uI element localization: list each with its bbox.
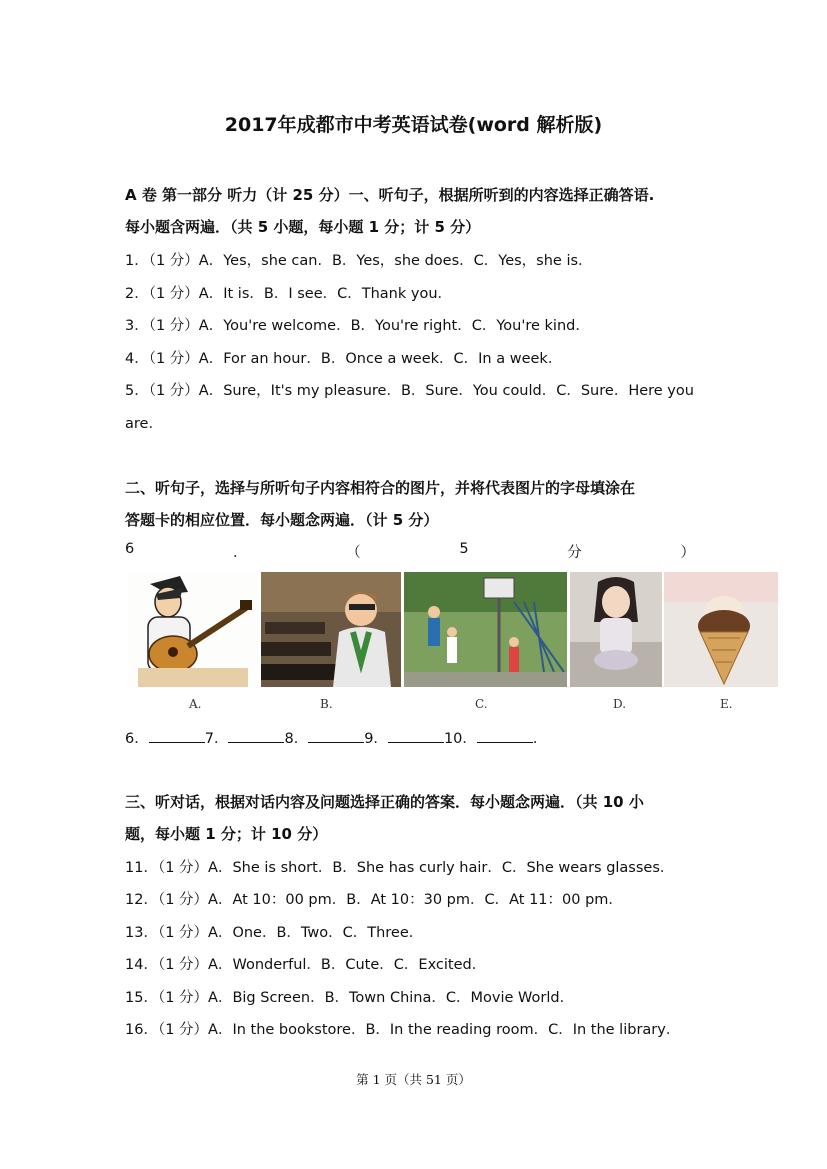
question-12: 12．（1 分）A．At 10：00 pm．B．At 10：30 pm．C．At 11：00 pm． xyxy=(125,892,623,908)
caption-c: C. xyxy=(475,697,488,711)
question-5: 5．（1 分）A．Sure，It's my pleasure．B．Sure．You could．C．Sure．Here you xyxy=(125,383,694,399)
section-two-heading-1: 二、听句子，选择与所听句子内容相符合的图片，并将代表图片的字母填涂在 xyxy=(125,479,636,497)
page-title: 2017年成都市中考英语试卷(word 解析版) xyxy=(224,114,603,136)
question-11: 11．（1 分）A．She is short．B．She has curly hair．C．She wears glasses． xyxy=(125,860,675,876)
blank-label-6: 6． xyxy=(125,731,149,747)
section-three-heading-1: 三、听对话，根据对话内容及问题选择正确的答案．每小题念两遍．（共 10 小 xyxy=(125,793,644,811)
score-part-4: 5 xyxy=(459,541,469,557)
answer-blank[interactable] xyxy=(308,728,364,743)
section-a-heading-1: A 卷 第一部分 听力（计 25 分）一、听句子，根据所听到的内容选择正确答语. xyxy=(125,186,655,204)
picture-d-girl xyxy=(570,572,662,687)
score-part-5: 分 xyxy=(567,545,582,561)
section-three-heading-2: 题，每小题 1 分；计 10 分） xyxy=(125,825,328,843)
blank-label-10: 10． xyxy=(443,731,477,747)
picture-a-guitar xyxy=(128,572,258,687)
page-footer: 第 1 页（共 51 页） xyxy=(356,1072,471,1087)
answer-blanks-line xyxy=(125,727,547,748)
question-16: 16．（1 分）A．In the bookstore．B．In the reading room．C．In the library． xyxy=(125,1022,681,1038)
blank-label-7: 7． xyxy=(204,731,229,747)
blank-end: ． xyxy=(532,731,548,747)
question-3: 3．（1 分）A．You're welcome．B．You're right．C．You're kind． xyxy=(125,318,590,334)
picture-c-basketball xyxy=(404,572,567,687)
blank-label-8: 8． xyxy=(284,731,309,747)
answer-blank[interactable] xyxy=(149,728,205,743)
section-a-heading-2: 每小题含两遍．（共 5 小题，每小题 1 分；计 5 分） xyxy=(125,218,481,236)
caption-e: E. xyxy=(720,697,733,711)
score-part-1: 6 xyxy=(125,541,135,557)
picture-b-theater xyxy=(261,572,401,687)
caption-b: B. xyxy=(320,697,333,711)
score-part-6: ） xyxy=(680,545,695,561)
question-2: 2．（1 分）A．It is．B．I see．C．Thank you． xyxy=(125,286,453,302)
question-15: 15．（1 分）A．Big Screen．B．Town China．C．Movie World． xyxy=(125,990,575,1006)
score-part-3: （ xyxy=(346,545,361,561)
question-5-cont: are． xyxy=(125,416,163,432)
blank-label-9: 9． xyxy=(364,731,388,747)
section-two-heading-2: 答题卡的相应位置．每小题念两遍．（计 5 分） xyxy=(125,511,439,529)
question-4: 4．（1 分）A．For an hour．B．Once a week．C．In a week． xyxy=(125,351,563,367)
answer-blank[interactable] xyxy=(228,728,284,743)
answer-blank[interactable] xyxy=(388,728,444,743)
question-13: 13．（1 分）A．One．B．Two．C．Three． xyxy=(125,925,424,941)
picture-e-icecream xyxy=(664,572,778,687)
question-1: 1．（1 分）A．Yes，she can．B．Yes，she does．C．Yes，she is． xyxy=(125,253,593,269)
score-part-2: ． xyxy=(232,545,248,561)
question-14: 14．（1 分）A．Wonderful．B．Cute．C．Excited． xyxy=(125,957,487,973)
caption-a: A. xyxy=(189,697,202,711)
answer-blank[interactable] xyxy=(477,728,533,743)
section-two-score-line xyxy=(125,541,695,562)
caption-d: D. xyxy=(613,697,627,711)
